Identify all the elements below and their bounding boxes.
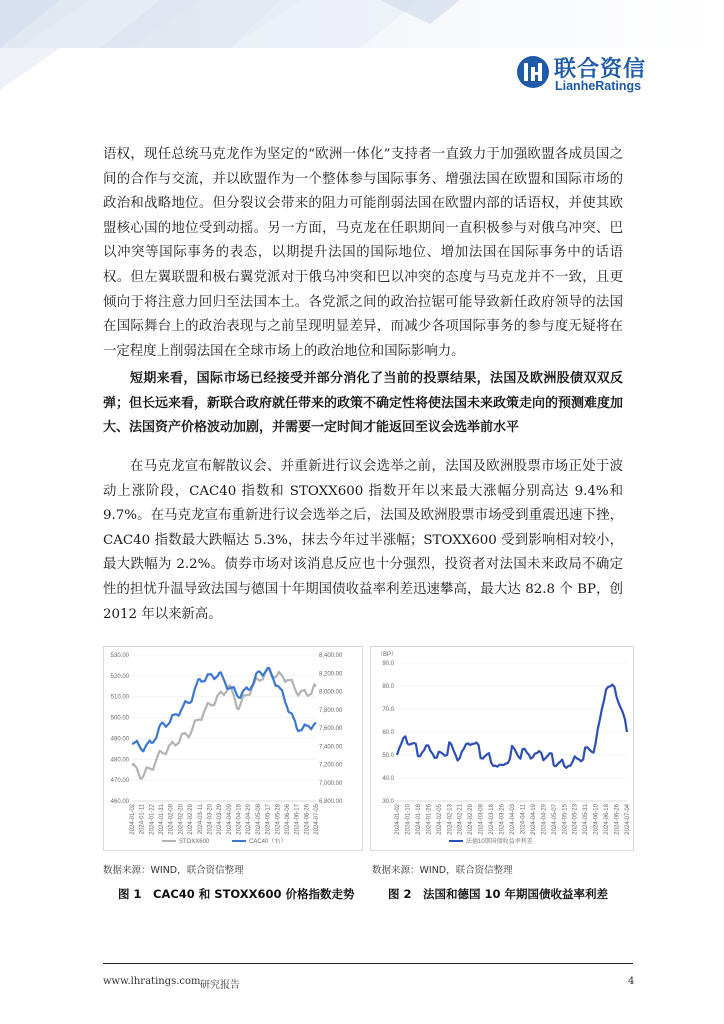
x-tick-label: 2024-05-28 xyxy=(275,804,282,835)
x-tick-label: 2024-04-18 xyxy=(236,804,243,835)
x-tick-label: 2024-03-08 xyxy=(478,804,485,835)
paragraph-1: 语权，现任总统马克龙作为坚定的“欧洲一体化”支持者一直致力于加强欧盟各成员国之间的合作与交流，并以欧盟作为一个整体参与国际事务、增强法国在欧盟和国际市场的政治和战略地位。但分裂议会带来的阻力可能削弱法国在欧盟内部的话语权，并使其欧盟核心国的地位受到动摇。另一方面，马克龙在任职期间一直积极参与对俄乌冲突、巴以冲突等国际事务的表态，以期提升法国的国际地位、增加法国在国际事务中的话语权。但左翼联盟和极右翼党派对于俄乌冲突和巴以冲突的态度与马克龙并不一致，且更倾向于将注意力回归至法国本土。各党派之间的政治拉锯可能导致新任政府领导的法国在国际舞台上的政治表现与之前呈现明显差异，而减少各项国际事务的参与度无疑将在一定程度上削弱法国在全球市场上的政治地位和国际影响力。 xyxy=(103,147,623,359)
y-tick-label: 50.0 xyxy=(382,753,394,759)
paragraph-3: 在马克龙宣布解散议会、并重新进行议会选举之前，法国及欧洲股票市场正处于波动上涨阶段，CAC40 指数和 STOXX600 指数开年以来最大涨幅分别高达 9.4%和9.7%。在马克龙宣布重新进行议会选举之后，法国及欧洲股票市场受到重震迅速下挫，CAC40 指数最大跌幅达 5.3%，抹去今年过半涨幅；STOXX600 受到影响相对较小，最大跌幅为 2.2%。债券市场对该消息反应也十分强烈，投资者对法国未来政局不确定性的担忧升温导致法国与德国十年期国债收益率利差迅速攀高，最大达 82.8 个 BP，创 2012 年以来新高。 xyxy=(103,459,623,622)
x-tick-label: 2024-05-23 xyxy=(572,804,579,835)
x-tick-label: 2024-01-02 xyxy=(130,804,136,835)
x-tick-label: 2024-07-04 xyxy=(625,804,631,835)
paragraph-2-heading: 短期来看，国际市场已经接受并部分消化了当前的投票结果，法国及欧洲股债双双反弹；但长远来看，新联合政府就任带来的政策不确定性将使法国未来政策走向的预测难度加大、法国资产价格波动加剧，并需要一定时间才能返回至议会选举前水平 xyxy=(103,371,624,436)
x-tick-label: 2024-02-29 xyxy=(468,804,475,835)
x-tick-label: 2024-04-11 xyxy=(520,804,527,835)
x-tick-label: 2024-02-09 xyxy=(168,804,175,835)
chart-1-caption: 图 1 CAC40 和 STOXX600 价格指数走势 xyxy=(118,887,355,901)
x-tick-label: 2024-04-29 xyxy=(246,804,253,835)
x-tick-label: 2024-02-13 xyxy=(447,804,454,835)
x-tick-label: 2024-06-17 xyxy=(294,804,301,835)
x-tick-label: 2024-03-29 xyxy=(217,804,224,835)
y-tick-label: 30.0 xyxy=(382,799,394,805)
legend-label: STOXX600 xyxy=(179,839,210,845)
x-tick-label: 2024-05-08 xyxy=(255,804,262,835)
page-number: 4 xyxy=(628,976,635,987)
logo-mark-icon xyxy=(516,55,550,89)
chart-2-caption: 图 2 法国和德国 10 年期国债收益率利差 xyxy=(388,887,609,901)
x-tick-label: 2024-05-15 xyxy=(562,804,569,835)
chart-1-box xyxy=(103,646,363,851)
y-right-tick-label: 7,200.00 xyxy=(319,762,343,769)
x-tick-label: 2024-02-21 xyxy=(457,804,464,835)
x-tick-label: 2024-03-18 xyxy=(489,804,496,835)
y-right-tick-label: 7,000.00 xyxy=(319,780,343,787)
logo-cn: 联合资信 xyxy=(554,57,647,82)
y-left-tick-label: 530.00 xyxy=(110,653,129,659)
x-tick-label: 2024-05-31 xyxy=(583,804,590,835)
y-right-tick-label: 8,000.00 xyxy=(319,689,343,696)
y-left-tick-label: 470.00 xyxy=(110,778,129,785)
x-tick-label: 2024-01-02 xyxy=(395,804,401,835)
y-left-tick-label: 510.00 xyxy=(110,694,129,701)
x-tick-label: 2024-01-10 xyxy=(405,804,412,835)
x-tick-label: 2024-01-22 xyxy=(149,804,156,835)
x-tick-label: 2024-04-19 xyxy=(530,804,537,835)
x-tick-label: 2024-02-05 xyxy=(436,804,443,835)
y-tick-label: 80.0 xyxy=(382,684,394,690)
footer-report-type: 研究报告 xyxy=(200,980,240,991)
x-tick-label: 2024-01-31 xyxy=(159,804,166,835)
x-tick-label: 2024-06-26 xyxy=(614,804,621,835)
legend-label: CAC40（右） xyxy=(249,839,287,845)
unit-label: （BP） xyxy=(377,652,398,658)
chart-2-source: 数据来源：WIND，联合资信整理 xyxy=(372,865,513,876)
x-tick-label: 2024-06-26 xyxy=(304,804,311,835)
y-left-tick-label: 490.00 xyxy=(110,736,129,743)
y-right-tick-label: 7,400.00 xyxy=(319,744,343,751)
legend-label: 法德10期国债收益率利差 xyxy=(466,839,533,845)
x-tick-label: 2024-03-11 xyxy=(197,804,204,835)
x-tick-label: 2024-01-11 xyxy=(139,804,146,835)
x-tick-label: 2024-02-29 xyxy=(188,804,195,835)
x-tick-label: 2024-04-03 xyxy=(510,804,516,835)
y-left-tick-label: 520.00 xyxy=(110,673,129,680)
x-tick-label: 2024-03-26 xyxy=(499,804,506,835)
series-line-spread xyxy=(397,685,627,768)
company-logo xyxy=(516,52,646,96)
x-tick-label: 2024-04-29 xyxy=(541,804,548,835)
x-tick-label: 2024-01-18 xyxy=(415,804,422,835)
y-right-tick-label: 8,200.00 xyxy=(319,671,343,678)
y-tick-label: 90.0 xyxy=(382,661,394,667)
footer-site[interactable]: www.lhratings.com xyxy=(103,976,201,987)
y-right-tick-label: 7,800.00 xyxy=(319,707,343,714)
logo-en: LianheRatings xyxy=(555,79,642,93)
series-line-stoxx600 xyxy=(132,669,316,779)
chart-1-source: 数据来源：WIND，联合资信整理 xyxy=(103,865,244,876)
x-tick-label: 2024-06-06 xyxy=(284,804,291,835)
y-right-tick-label: 8,400.00 xyxy=(319,653,343,659)
x-tick-label: 2024-01-26 xyxy=(426,804,433,835)
y-tick-label: 40.0 xyxy=(382,776,394,782)
y-left-tick-label: 500.00 xyxy=(110,715,129,722)
chart-1 xyxy=(104,647,362,850)
chart-2 xyxy=(371,647,633,850)
x-tick-label: 2024-05-07 xyxy=(551,804,558,835)
x-tick-label: 2024-07-05 xyxy=(314,804,320,835)
x-tick-label: 2024-06-18 xyxy=(604,804,611,835)
y-tick-label: 70.0 xyxy=(382,707,394,713)
y-right-tick-label: 6,800.00 xyxy=(319,799,343,805)
y-left-tick-label: 480.00 xyxy=(110,757,129,764)
y-right-tick-label: 7,600.00 xyxy=(319,726,343,732)
y-tick-label: 60.0 xyxy=(382,730,394,736)
x-tick-label: 2024-03-20 xyxy=(207,804,214,835)
x-tick-label: 2024-02-20 xyxy=(178,804,185,835)
x-tick-label: 2024-06-10 xyxy=(593,804,600,835)
footer-rule xyxy=(103,963,633,964)
chart-2-box xyxy=(370,646,634,851)
x-tick-label: 2024-05-17 xyxy=(265,804,272,835)
y-left-tick-label: 460.00 xyxy=(110,799,129,805)
x-tick-label: 2024-04-09 xyxy=(226,804,233,835)
